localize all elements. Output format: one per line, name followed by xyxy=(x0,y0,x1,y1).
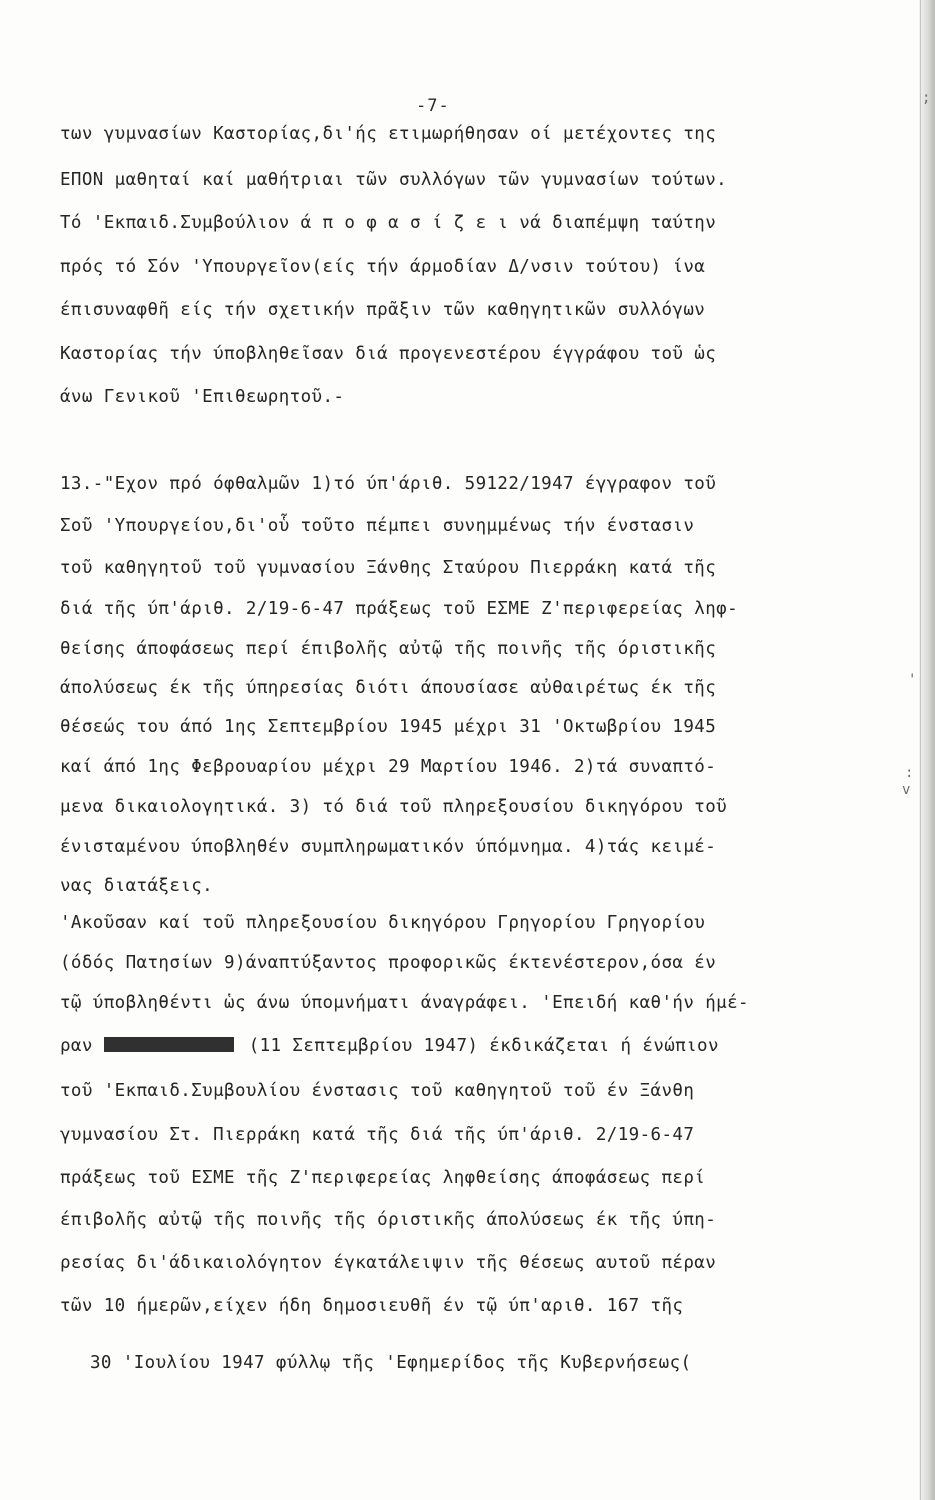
text-line: διά τῆς ύπ'άριθ. 2/19-6-47 πράξεως τοῦ ΕΣΜΕ Ζ'περιφερείας ληφ- xyxy=(60,599,739,619)
text-line: γυμνασίου Στ. Πιερράκη κατά τῆς διά τῆς ύπ'άριθ. 2/19-6-47 xyxy=(60,1125,695,1145)
text-line: μενα δικαιολογητικά. 3) τό διά τοῦ πληρεξουσίου δικηγόρου τοῦ xyxy=(60,797,728,817)
text-line: πράξεως τοῦ ΕΣΜΕ τῆς Ζ'περιφερείας ληφθείσης άποφάσεως περί xyxy=(60,1168,706,1188)
text-line: Σοῦ 'Υπουργείου,δι'οὗ τοῦτο πέμπει συνημμένως τήν ένστασιν xyxy=(60,516,695,536)
text-line: τοῦ 'Εκπαιδ.Συμβουλίου ένστασις τοῦ καθηγητοῦ τοῦ έν Ξάνθη xyxy=(60,1081,695,1101)
text-line: τοῦ καθηγητοῦ τοῦ γυμνασίου Ξάνθης Σταύρου Πιερράκη κατά τῆς xyxy=(60,558,717,578)
text-line: άπολύσεως έκ τῆς ύπηρεσίας διότι άπουσίασε αὐθαιρέτως έκ τῆς xyxy=(60,678,717,698)
text-line: ένισταμένου ύποβληθέν συμπληρωματικόν ύπόμνημα. 4)τάς κειμέ- xyxy=(60,837,717,857)
binding-edge xyxy=(919,0,935,1500)
text-line-end: (11 Σεπτεμβρίου 1947) έκδικάζεται ή ένώπιον xyxy=(248,1036,719,1056)
text-line: θέσεώς του άπό 1ης Σεπτεμβρίου 1945 μέχρι 31 'Οκτωβρίου 1945 xyxy=(60,717,717,737)
text-line: 13.-"Εχον πρό όφθαλμῶν 1)τό ύπ'άριθ. 59122/1947 έγγραφον τοῦ xyxy=(60,474,717,494)
text-line: Τό 'Εκπαιδ.Συμβούλιον ά π ο φ α σ ί ζ ε ι νά διαπέμψη ταύτην xyxy=(60,213,717,233)
margin-mark: v xyxy=(902,782,911,798)
text-line: των γυμνασίων Καστορίας,δι'ής ετιμωρήθησαν οί μετέχοντες της xyxy=(60,124,717,144)
text-line xyxy=(60,1036,719,1056)
text-line: τῷ ύποβληθέντι ὡς άνω ύπομνήματι άναγράφει. 'Επειδή καθ'ήν ήμέ- xyxy=(60,993,749,1013)
text-line: έπισυναφθῆ είς τήν σχετικήν πρᾶξιν τῶν καθηγητικῶν συλλόγων xyxy=(60,300,706,320)
text-line: (όδός Πατησίων 9)άναπτύξαντος προφορικῶς έκτενέστερον,όσα έν xyxy=(60,953,717,973)
text-line: καί άπό 1ης Φεβρουαρίου μέχρι 29 Μαρτίου 1946. 2)τά συναπτό- xyxy=(60,757,717,777)
text-line: άνω Γενικοῦ 'Επιθεωρητοῦ.- xyxy=(60,387,345,407)
text-line-start: ραν xyxy=(60,1036,93,1056)
text-line: τῶν 10 ήμερῶν,είχεν ήδη δημοσιευθῆ έν τῷ ύπ'αριθ. 167 τῆς xyxy=(60,1296,684,1316)
margin-mark: : xyxy=(905,765,914,781)
margin-mark: ' xyxy=(908,672,917,688)
text-line: 30 'Ιουλίου 1947 φύλλῳ τῆς 'Εφημερίδος τῆς Κυβερνήσεως( xyxy=(90,1353,692,1373)
binding-line xyxy=(920,0,921,1500)
text-line: θείσης άποφάσεως περί έπιβολῆς αὐτῷ τῆς ποινῆς τῆς όριστικῆς xyxy=(60,639,717,659)
text-line: 'Ακοῦσαν καί τοῦ πληρεξουσίου δικηγόρου Γρηγορίου Γρηγορίου xyxy=(60,913,706,933)
page-number: -7- xyxy=(416,96,450,116)
text-line: έπιβολῆς αὐτῷ τῆς ποινῆς τῆς όριστικῆς άπολύσεως έκ τῆς ύπη- xyxy=(60,1210,717,1230)
text-line: Καστορίας τήν ύποβληθεῖσαν διά προγενεστέρου έγγράφου τοῦ ὡς xyxy=(60,344,717,364)
margin-mark: ; xyxy=(922,90,931,106)
text-line: ΕΠΟΝ μαθηταί καί μαθήτριαι τῶν συλλόγων τῶν γυμνασίων τούτων. xyxy=(60,170,728,190)
text-line: ρεσίας δι'άδικαιολόγητον έγκατάλειψιν τῆς θέσεως αυτοῦ πέραν xyxy=(60,1253,717,1273)
struck-out-text xyxy=(104,1037,234,1052)
text-line: νας διατάξεις. xyxy=(60,876,214,896)
text-line: πρός τό Σόν 'Υπουργεῖον(είς τήν άρμοδίαν Δ/νσιν τούτου) ίνα xyxy=(60,257,706,277)
